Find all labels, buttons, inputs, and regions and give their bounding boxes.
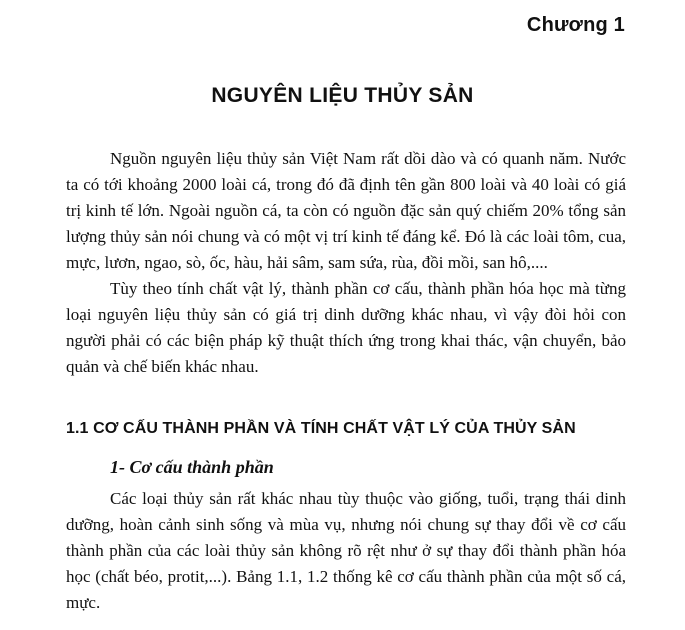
chapter-label: Chương 1	[526, 14, 625, 36]
intro-paragraph-1: Nguồn nguyên liệu thủy sản Việt Nam rất dồi dào và có quanh năm. Nước ta có tới khoảng 2000 loài cá, trong đó đã định tên gần 800 loài và 40 loài có giá trị kinh tế lớn. Ngoài nguồn cá, ta còn có nguồn đặc sản quý chiếm 20% tổng sản lượng thủy sản nói chung và có một vị trí kinh tế đáng kể. Đó là các loài tôm, cua, mực, lươn, ngao, sò, ốc, hàu, hải sâm, sam sứa, rùa, đồi mồi, san hô,....	[66, 149, 626, 272]
intro-paragraph-2: Tùy theo tính chất vật lý, thành phần cơ cấu, thành phần hóa học mà từng loại nguyên liệu thủy sản có giá trị dinh dưỡng khác nhau, vì vậy đòi hỏi con người phải có các biện pháp kỹ thuật thích ứng trong khai thác, vận chuyển, bảo quản và chế biến khác nhau.	[66, 279, 626, 376]
intro-text	[66, 146, 626, 380]
section-heading: 1.1 CƠ CẤU THÀNH PHẦN VÀ TÍNH CHẤT VẬT LÝ CỦA THỦY SẢN	[66, 420, 576, 437]
section-paragraph: Các loại thủy sản rất khác nhau tùy thuộc vào giống, tuổi, trạng thái dinh dưỡng, hoàn cảnh sinh sống và mùa vụ, nhưng nói chung sự thay đổi về cơ cấu thành phần của các loài thủy sản không rõ rệt như ở sự thay đổi thành phần hóa học (chất béo, protit,...). Bảng 1.1, 1.2 thống kê cơ cấu thành phần của một số cá, mực.	[66, 489, 626, 612]
chapter-title: NGUYÊN LIỆU THỦY SẢN	[211, 84, 474, 107]
subsection-heading: 1- Cơ cấu thành phần	[110, 457, 274, 477]
section-text	[66, 486, 626, 616]
